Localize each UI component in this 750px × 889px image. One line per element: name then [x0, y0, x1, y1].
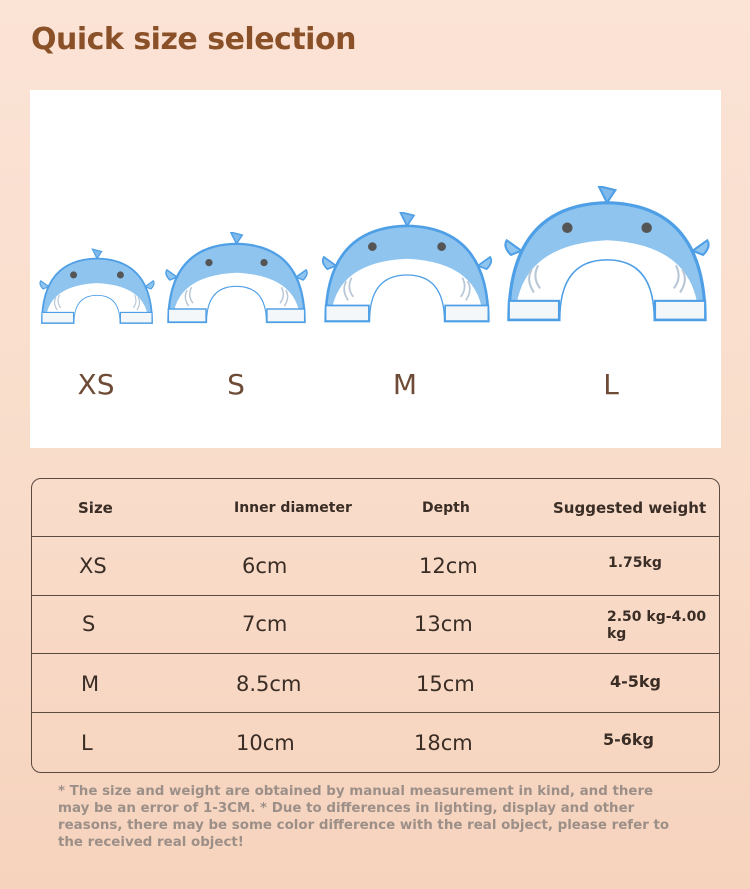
cell-depth: 12cm	[419, 554, 478, 578]
shark-cone-l-image	[502, 186, 712, 328]
cell-inner-diameter: 6cm	[242, 554, 288, 578]
size-label-xs: XS	[77, 368, 115, 401]
table-header-row	[32, 479, 719, 537]
page-title: Quick size selection	[31, 22, 356, 57]
table-row	[32, 713, 719, 773]
cell-inner-diameter: 8.5cm	[236, 672, 302, 696]
header-depth: Depth	[422, 500, 470, 516]
size-label-l: L	[603, 368, 619, 401]
cell-weight: 5-6kg	[603, 730, 654, 749]
size-table	[31, 478, 720, 773]
cell-weight: 1.75kg	[608, 555, 662, 571]
cell-size: M	[81, 672, 100, 696]
cell-inner-diameter: 10cm	[236, 731, 295, 755]
cell-weight: 2.50 kg-4.00 kg	[607, 609, 707, 642]
size-label-m: M	[392, 368, 418, 401]
shark-cone-m-image	[320, 212, 494, 328]
cell-size: XS	[79, 554, 107, 578]
shark-cone-xs-image	[38, 248, 156, 330]
table-row	[32, 654, 719, 713]
cell-size: S	[82, 612, 96, 636]
table-row	[32, 596, 719, 654]
cell-depth: 13cm	[414, 612, 473, 636]
table-row	[32, 537, 719, 596]
header-inner-diameter: Inner diameter	[234, 500, 352, 516]
cell-size: L	[81, 731, 93, 755]
cell-inner-diameter: 7cm	[242, 612, 288, 636]
shark-cone-s-image	[164, 232, 309, 328]
header-suggested-weight: Suggested weight	[553, 499, 707, 517]
header-size: Size	[78, 499, 113, 517]
product-photo	[30, 90, 721, 448]
cell-depth: 18cm	[414, 731, 473, 755]
cell-depth: 15cm	[416, 672, 475, 696]
cell-weight: 4-5kg	[610, 672, 661, 691]
size-label-s: S	[227, 368, 245, 401]
disclaimer-note: * The size and weight are obtained by manual measurement in kind, and there may be an error of 1-3CM. * Due to differences in lighting, display and other reasons, there may be some color difference with the real object, please refer to the received real object!	[58, 784, 670, 850]
